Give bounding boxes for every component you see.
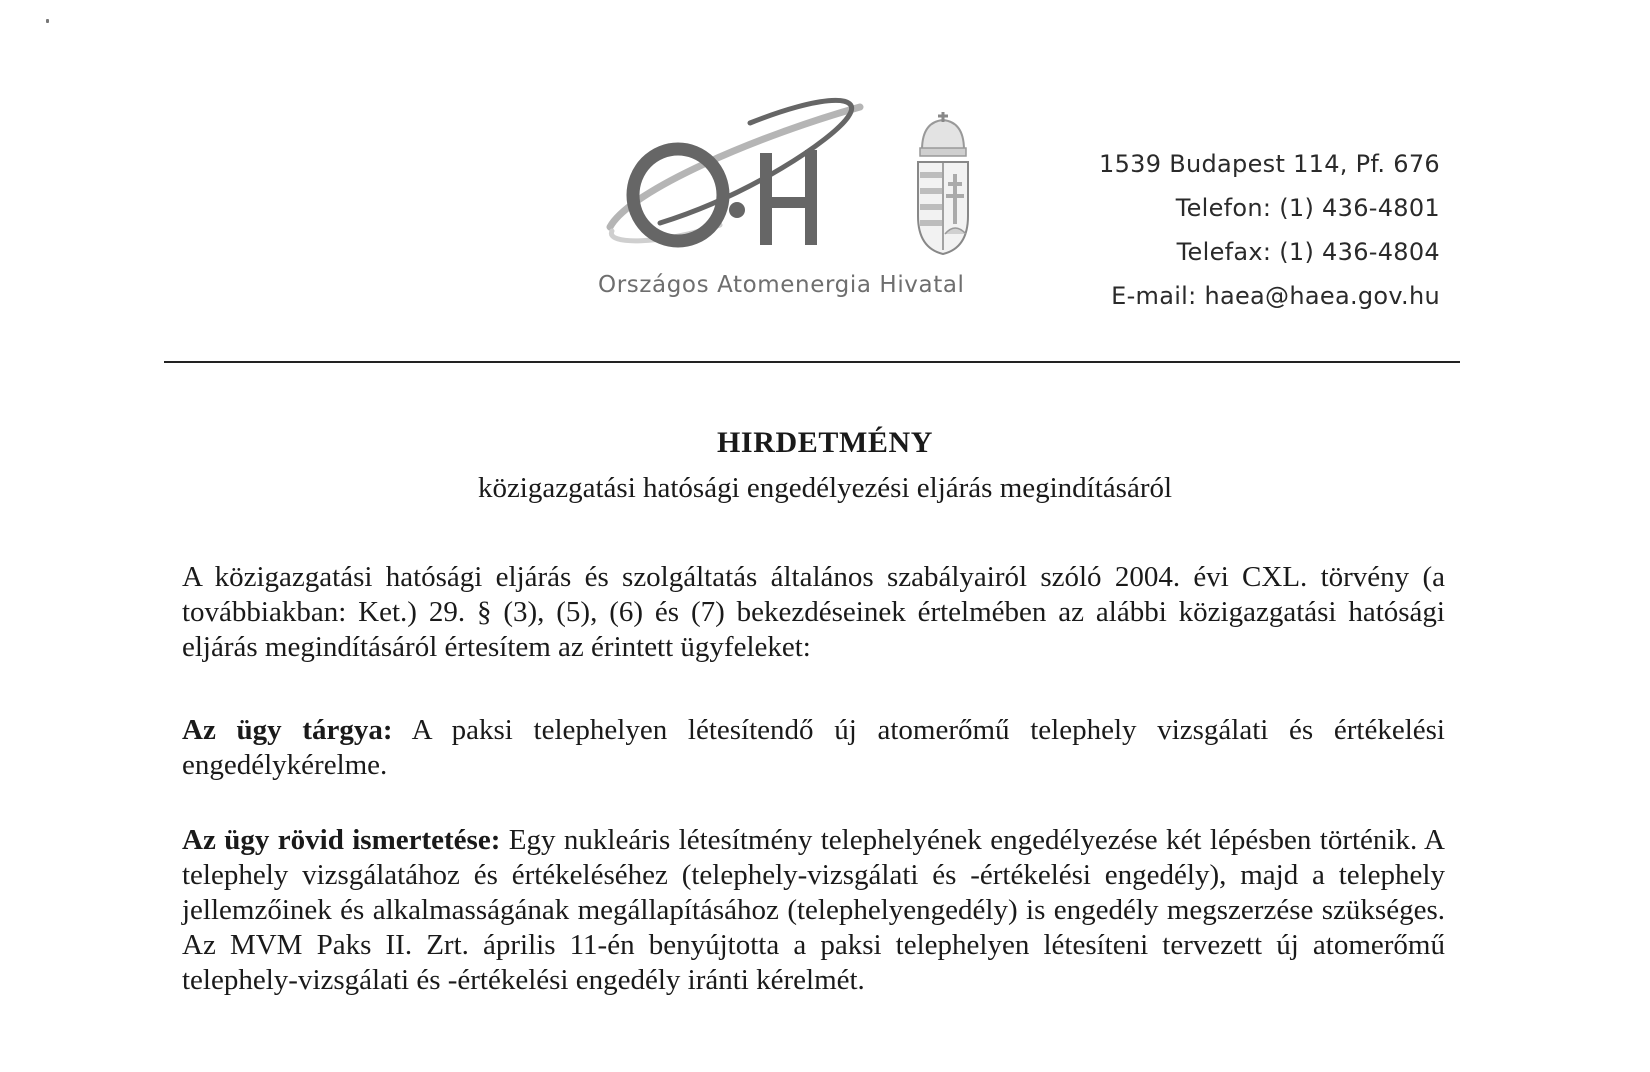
contact-block <box>1099 142 1440 318</box>
subject-text: A paksi telephelyen létesítendő új atomerőmű telephely vizsgálati és értékelési engedélykérelme. <box>182 714 1445 781</box>
email: E-mail: haea@haea.gov.hu <box>1111 282 1440 310</box>
scan-speck <box>46 19 49 23</box>
intro-paragraph: A közigazgatási hatósági eljárás és szolgáltatás általános szabályairól szóló 2004. évi CXL. törvény (a továbbiakban: Ket.) 29. § (3), (5), (6) és (7) bekezdéseinek értelmében az alábbi közigazgatási hatósági eljárás megindításáról értesítem az érintett ügyfeleket: <box>182 561 1445 663</box>
hungarian-crest-icon <box>912 110 974 256</box>
summary-label: Az ügy rövid ismertetése: <box>182 824 501 856</box>
subject-paragraph <box>182 713 1445 783</box>
phone: Telefon: (1) 436-4801 <box>1175 194 1440 222</box>
document-title: HIRDETMÉNY <box>716 426 933 459</box>
subject-label: Az ügy tárgya: <box>182 714 393 746</box>
address: 1539 Budapest 114, Pf. 676 <box>1099 150 1440 178</box>
summary-paragraph <box>182 823 1445 998</box>
header-divider <box>164 361 1460 363</box>
agency-name: Országos Atomenergia Hivatal <box>598 272 965 298</box>
fax: Telefax: (1) 436-4804 <box>1176 238 1440 266</box>
summary-text: Egy nukleáris létesítmény telephelyének engedélyezése két lépésben történik. A telephely vizsgálatához és értékeléséhez (telephely-vizsgálati és -értékelési engedély), majd a telephely jellemzőinek és alkalmasságának megállapításához (telephelyengedély) is engedély megszerzése szükséges. Az MVM Paks II. Zrt. április 11-én benyújtotta a paksi telephelyen létesíteni tervezett új atomerőmű telephely-vizsgálati és -értékelési engedély iránti kérelmét. <box>182 824 1445 996</box>
oah-logo <box>600 95 900 265</box>
document-subtitle: közigazgatási hatósági engedélyezési eljárás megindításáról <box>477 472 1173 504</box>
